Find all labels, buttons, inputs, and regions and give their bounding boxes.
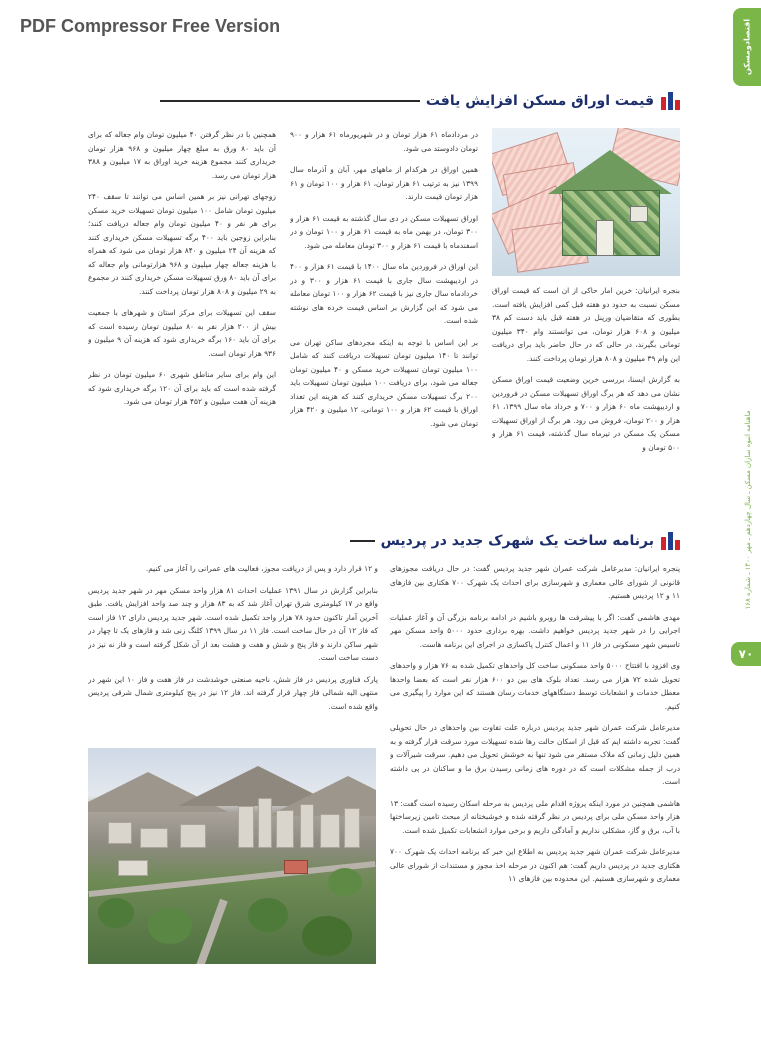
article1-column-middle [290,128,478,510]
article1-column-right [492,284,680,510]
paragraph: وی افزود با افتتاح ۵۰۰۰ واحد مسکونی ساخت کل واحدهای تکمیل شده به ۷۶ هزار و واحدهای تحویل شده ۷۲ هزار می رسد. تعداد بلوک های بین دو ۶۰۰ هزار نفر است که بعضا واحدها معطل خدمات و انشعابات توسط دستگاههای خدمات رسان هستند که این موارد را پیگیری می کنیم. [390,661,680,711]
paragraph: پنجره ایرانیان: مدیرعامل شرکت عمران شهر جدید پردیس گفت: در حال دریافت مجوزهای قانونی از شورای عالی معماری و شهرسازی برای احداث یک شهرک ۷۰۰ هکتاری بین فازهای ۱۱ و ۱۲ پردیس هستیم. [390,564,680,600]
section-tab-label: اقتصادومسکن [742,18,752,76]
headline-rule [160,100,420,102]
paragraph: در مردادماه ۶۱ هزار تومان و در شهریورماه ۶۱ هزار و ۹۰۰ تومان دادوستد می شود. [290,130,478,153]
watermark-text: PDF Compressor Free Version [20,16,281,36]
pardis-city-photo [88,748,376,964]
paragraph: مهدی هاشمی گفت: اگر با پیشرفت ها روبرو باشیم در ادامه برنامه بزرگی آن و آغاز عملیات اجرایی را در شهر جدید پردیس خواهیم داشت. بهره برداری حدود ۵۰۰۰ واحد مسکن مهر تاسیس شهر مسکونی در فاز ۱۱ و اعمال کنترل پاکسازی در اجرای این برنامه هاست. [390,612,680,649]
paragraph: سقف این تسهیلات برای مرکز استان و شهرهای با جمعیت بیش از ۲۰۰ هزار نفر به ۸۰ میلیون تومان رسیده است که برای آن باید ۱۶۰ برگه خریداری شود که هزینه آن ۹ میلیون و ۹۳۶ هزار تومان است. [88,308,276,358]
paragraph: همچنین با در نظر گرفتن ۴۰ میلیون تومان وام جعاله که برای آن باید ۸۰ ورق به مبلغ چهار میلیون و ۹۶۸ هزار تومان خریداری کنند مجموع هزینه خرید اوراق به ۱۷ میلیون و ۳۸۸ هزار تومان می رسد. [88,130,276,180]
section-tab [733,8,761,86]
headline-rule [350,540,375,542]
paragraph: و ۱۲ قرار دارد و پس از دریافت مجوز، فعالیت های عمرانی را آغاز می کنیم. [145,564,378,573]
page-number: ۷۰ [731,642,761,666]
paragraph: همین اوراق در هرکدام از ماههای مهر، آبان و آذرماه سال ۱۳۹۹ نیز به ترتیب ۶۱ هزار تومان، ۶۱ هزار و ۱۰۰ تومان و ۶۱ هزار تومان قیمت دارند. [290,165,478,201]
paragraph: این اوراق در فروردین ماه سال ۱۴۰۰ با قیمت ۶۱ هزار و ۴۰۰ در اردیبهشت سال جاری با قیمت ۶۱ هزار و ۳۰۰ و در خردادماه سال جاری نیز با قیمت ۶۲ هزار و ۱۰۰ تومان معامله می شود که این گزارش بر اساس قیمت خرده های نوشته شده است. [290,262,478,325]
paragraph: بنابراین گزارش در سال ۱۳۹۱ عملیات احداث ۸۱ هزار واحد مسکن مهر در شهر جدید پردیس واقع در ۱۷ کیلومتری شرق تهران آغاز شد که به ۸۳ هزار و چند صد واحد افزایش یافت. طبق آخرین آمار تاکنون حدود ۷۸ هزار واحد تکمیل شده است. شهر جدید پردیس دارای ۱۲ فاز است که فاز ۱۲ آن در حال ساخت است. فاز ۱۱ در سال ۱۳۹۹ کلنگ زنی شد و فازهای یک تا چهار در شهر ساکن دارند و فاز پنج و شش و هفت و هشت بعد از آن شکل گرفته است و فاز نه نیز در دست ساخت است. [88,585,378,662]
paragraph: پارک فناوری پردیس در فاز شش، ناحیه صنعتی خوشدشت در فاز هفت و فاز ۱۰ این شهر در منتهی الیه شمالی فاز چهار قرار گرفته اند. فاز ۱۲ نیز در پنج کیلومتری شمال شرقی پردیس واقع شده است. [88,674,378,711]
paragraph: اوراق تسهیلات مسکن در دی سال گذشته به قیمت ۶۱ هزار و ۳۰۰ تومان، در بهمن ماه به قیمت ۶۱ هزار و ۱۰۰ تومان و در اسفندماه با قیمت ۶۱ هزار و ۳۰۰ تومان معامله می شود. [290,213,478,250]
article2-headline [350,532,680,550]
article1-title: قیمت اوراق مسکن افزایش یافت [425,93,654,109]
article2-title: برنامه ساخت یک شهرک جدید در پردیس [380,533,654,549]
article2-column-left [88,562,378,740]
bar-chart-icon [660,92,680,110]
issue-info-label: ماهنامه انبوه سازان مسکن ـ سال چهاردهم ـ مهر ۱۴۰۰ ـ شماره ۱۶۸ [744,410,752,610]
article1-column-left [88,128,276,510]
paragraph: هاشمی همچنین در مورد اینکه پروژه اقدام ملی پردیس به مرحله اسکان رسیده است گفت: ۱۳ هزار واحد مسکن ملی برای پردیس در نظر گرفته شده و خوشبختانه از مبحث تامین زیرساختها با آب، برق و گاز، مشکلی نداریم و آمادگی داریم و برخی موارد انشعابات تکمیل شده است. [390,798,680,835]
paragraph: به گزارش ایسنا، بررسی خرین وضعیت قیمت اوراق مسکن نشان می دهد که هر برگ اوراق تسهیلات مسکن در فروردین و اردیبهشت ماه ۶۰ هزار و ۷۰۰ و خرداد ماه سال ۱۳۹۹، ۶۱ هزار و ۲۰۰ تومان، فروش می رود. هر برگ از اوراق تسهیلات مسکن یک مسکن در تیرماه سال گذشته، قیمت ۶۱ هزار و ۵۰۰ تومان و [492,375,680,452]
article1-headline [160,92,680,110]
issue-info-strip [741,330,755,690]
paragraph: مدیرعامل شرکت عمران شهر جدید پردیس درباره علت تفاوت بین واحدهای در حال تحویلی گفت: تجربه داشته ایم که قبل از اسکان حالت رها شده تسهیلات مورد سرقت قرار گرفته و به همین دلیل زمانی که ملاک مستقر می شود تنها به خوشش تحویل می دهیم. سرقت شیرآلات و درب از جمله مشکلات است که در دوره های زمانی رسیدن برق ما و ساکنان در پی داشته است. [390,723,680,786]
paragraph: بر این اساس با توجه به اینکه مجردهای ساکن تهران می توانند تا ۱۴۰ میلیون تومان تسهیلات دریافت کنند که شامل ۱۰۰ میلیون تومان تسهیلات خرید مسکن و ۴۰ میلیون تومان جعاله می شود، برای دریافت ۱۰۰ میلیون تومان تسهیلات باید ۲۰۰ برگ تسهیلات مسکن خریداری کنند که هزینه این تعداد اوراق با قیمت ۶۲ هزار و ۱۰۰ تومانی، ۱۲ میلیون و ۴۲۰ هزار تومان می شود. [290,337,478,428]
paragraph: مدیرعامل شرکت عمران شهر جدید پردیس به اطلاع این خبر که برنامه احداث یک شهرک ۷۰۰ هکتاری جدید در پردیس داریم گفت: هم اکنون در مرحله اخذ مجوز و مستندات از شورای عالی معماری و شهرسازی هستیم. این محدوده بین فازهای ۱۱ [390,847,680,883]
bar-chart-icon [660,532,680,550]
housing-bonds-photo [492,128,680,276]
paragraph: بنجره ایرانیان: خرین امار حاکی از ان است که قیمت اوراق مسکن نسبت به حدود دو هفته قبل کمی افزایش یافته است. بطوری که متقاضیان ورپنل در هفته قبل باید دست کم ۳۸ میلیون و ۶۰۸ هزار تومان، می توانستند وام ۳۴۰ میلیون تومانی بگیرند، در حالی که در حال حاضر باید برای دریافت این وام ۳۹ میلیون و ۸۰۸ هزار تومان پرداخت کنند. [492,286,680,363]
paragraph: زوجهای تهرانی نیز بر همین اساس می توانند تا سقف ۲۴۰ میلیون تومان شامل ۱۰۰ میلیون تومان تسهیلات خرید مسکن برای هر نفر و ۴۰ میلیون تومان وام جعاله دریافت کنند؛ بنابراین زوجین باید ۴۰۰ برگه تسهیلات مسکن خریداری کنند که هزینه آن ۲۴ میلیون و ۸۴۰ هزار تومان می شود که همراه با هزینه جعاله چهار میلیون و ۹۶۸ هزارتومانی وام جعاله که برای آن باید ۸۰ ورق تسهیلات مسکن خریداری کنند در مجموع به ۲۹ میلیون و ۸۰۸ هزار تومان پرداخت کنند. [88,192,276,296]
paragraph: این وام برای سایر مناطق شهری ۶۰ میلیون تومان در نظر گرفته شده است که باید برای آن ۱۲۰ برگه خریداری شود که هزینه آن هفت میلیون و ۴۵۲ هزار تومان می شود. [88,370,276,406]
article2-column-right [390,562,680,972]
